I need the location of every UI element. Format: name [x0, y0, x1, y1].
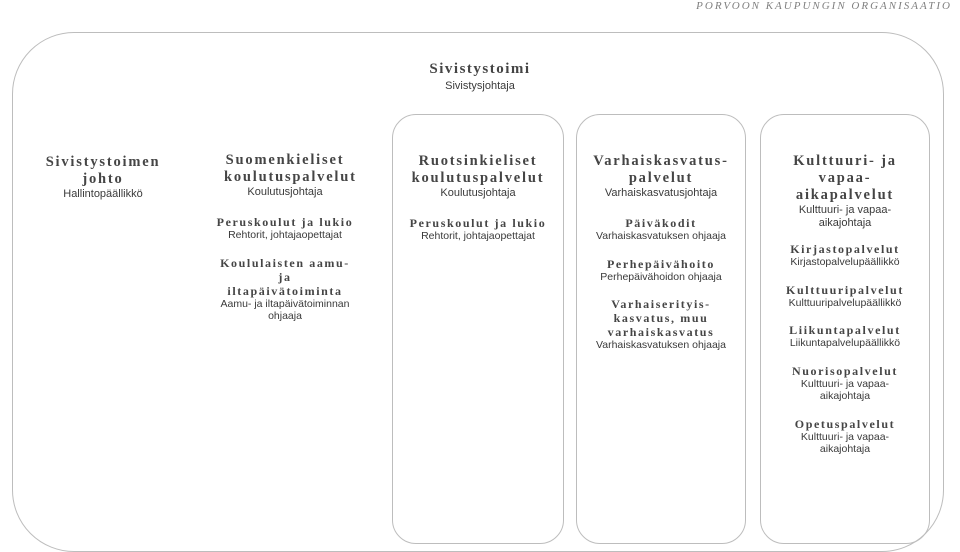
unit-title: Koululaisten aamu- ja iltapäivätoiminta	[220, 255, 350, 298]
unit-block	[393, 216, 563, 243]
unit-role: Hallintopäällikkö	[63, 188, 143, 200]
unit-title: Perhepäivähoito	[607, 256, 715, 271]
top-unit-title: Sivistystoimi	[429, 61, 531, 77]
unit-role: Varhaiskasvatuksen ohjaaja	[596, 230, 726, 242]
unit-title: Liikuntapalvelut	[789, 323, 901, 337]
unit-block	[577, 257, 745, 284]
unit-role: Kulttuuripalvelupäällikkö	[788, 296, 902, 309]
unit-role: Varhaiskasvatuksen ohjaaja	[596, 339, 726, 351]
unit-title: Peruskoulut ja lukio	[409, 216, 547, 230]
column-sivistystoimen-johto	[34, 114, 172, 544]
unit-block	[761, 417, 929, 456]
unit-title: Varhaiskasvatus-palvelut	[593, 153, 729, 186]
unit-block	[761, 283, 929, 310]
unit-title: Varhaiserityis-kasvatus, muu varhaiskasvatus	[607, 297, 715, 339]
unit-title: Nuorisopalvelut	[791, 363, 898, 378]
unit-block	[577, 153, 745, 200]
unit-title: Ruotsinkieliset koulutuspalvelut	[411, 153, 545, 186]
unit-title: Peruskoulut ja lukio	[216, 215, 354, 229]
unit-role: Aamu- ja iltapäivätoiminnan ohjaaja	[220, 297, 350, 322]
top-unit-role: Sivistysjohtaja	[445, 80, 515, 92]
column-suomenkieliset-koulutuspalvelut	[202, 114, 368, 544]
unit-title: Kirjastopalvelut	[790, 242, 900, 256]
unit-title: Kulttuuripalvelut	[786, 282, 904, 297]
unit-title: Opetuspalvelut	[794, 416, 896, 431]
column-kulttuuri-ja-vapaa-aikapalvelut	[760, 114, 930, 544]
unit-role: Kirjastopalvelupäällikkö	[790, 256, 900, 268]
unit-block	[202, 152, 368, 199]
unit-title: Sivistystoimen johto	[45, 154, 161, 187]
unit-role: Rehtorit, johtajaopettajat	[228, 229, 342, 241]
unit-block	[761, 153, 929, 230]
unit-role: Kulttuuri- ja vapaa-aikajohtaja	[800, 377, 890, 402]
unit-title: Suomenkieliset koulutuspalvelut	[224, 152, 357, 185]
unit-block	[761, 323, 929, 350]
column-varhaiskasvatuspalvelut	[576, 114, 746, 544]
unit-block	[202, 215, 368, 242]
unit-title: Kulttuuri- ja vapaa-aikapalvelut	[793, 153, 897, 203]
unit-block	[761, 364, 929, 403]
unit-block	[577, 297, 745, 352]
unit-role: Liikuntapalvelupäällikkö	[789, 337, 901, 349]
organization-label: PORVOON KAUPUNGIN ORGANISAATIO	[696, 0, 952, 12]
unit-role: Perhepäivähoidon ohjaaja	[600, 270, 722, 283]
column-ruotsinkieliset-koulutuspalvelut	[392, 114, 564, 544]
unit-role: Koulutusjohtaja	[247, 186, 323, 198]
unit-role: Rehtorit, johtajaopettajat	[421, 230, 535, 242]
unit-block	[577, 216, 745, 243]
unit-block	[34, 154, 172, 201]
unit-role: Kulttuuri- ja vapaa-aikajohtaja	[800, 430, 890, 455]
unit-block	[393, 153, 563, 200]
unit-title: Päiväkodit	[625, 216, 697, 230]
unit-role: Kulttuuri- ja vapaa-aikajohtaja	[798, 204, 892, 229]
unit-block	[761, 242, 929, 269]
unit-role: Varhaiskasvatusjohtaja	[604, 187, 718, 199]
top-unit	[380, 60, 580, 93]
unit-role: Koulutusjohtaja	[440, 187, 516, 199]
unit-block	[202, 256, 368, 323]
